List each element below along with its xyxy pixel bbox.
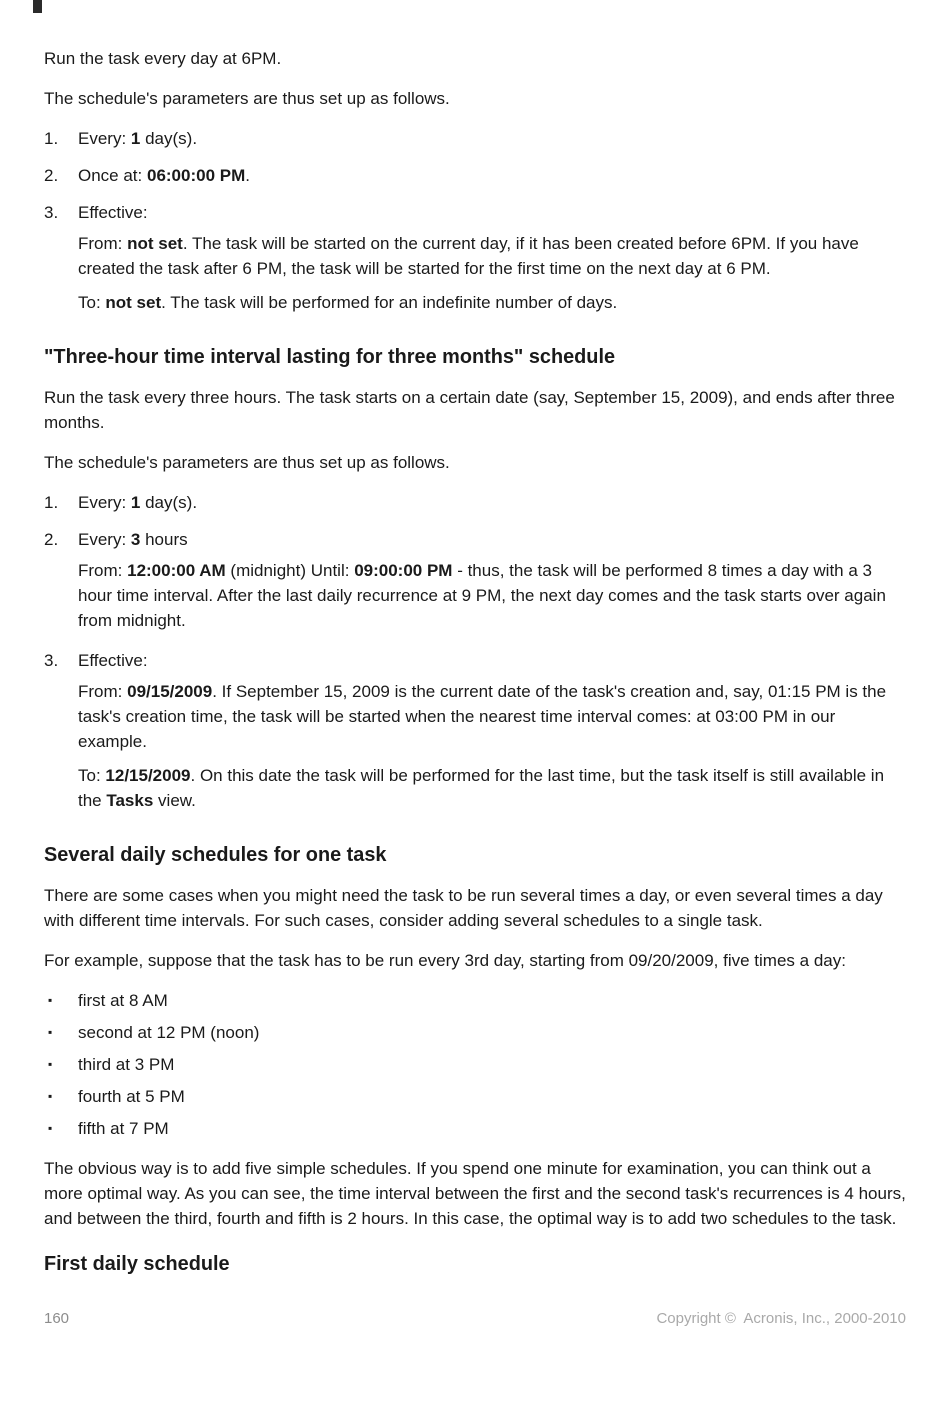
list-item-body	[78, 490, 906, 521]
text-run-bold: 12/15/2009	[105, 766, 191, 785]
paragraph-example-intro: For example, suppose that the task has to be run every 3rd day, starting from 09/20/2009, five times a day:	[44, 951, 846, 970]
bullet-square-icon: ▪	[48, 1025, 53, 1039]
bullet-item-text: first at 8 AM	[78, 991, 168, 1010]
text-run: Effective:	[78, 651, 148, 670]
text-run: day(s).	[140, 493, 198, 512]
paragraph-several-cases: There are some cases when you might need the task to be run several times a day, or even several times a day with different time intervals. For such cases, consider adding several schedules to a single task.	[44, 886, 883, 930]
text-run: From:	[78, 234, 128, 253]
list-item-body	[78, 648, 906, 822]
bullet-item-text: third at 3 PM	[78, 1055, 175, 1074]
text-run: Effective:	[78, 203, 148, 222]
list-item-body	[78, 527, 906, 642]
heading-several-daily-schedules: Several daily schedules for one task	[44, 844, 387, 866]
list-item-text	[78, 163, 906, 188]
sub-paragraph	[78, 290, 906, 315]
numbered-list-three-hour	[44, 490, 906, 822]
text-run: - thus, the task will be performed 8 times a day with a 3 hour time interval. After the last daily recurrence at 9 PM, the next day comes and the task starts over again from midnight.	[78, 561, 886, 630]
list-item-text	[78, 648, 906, 673]
paragraph-params-1: The schedule's parameters are thus set up as follows.	[44, 89, 450, 108]
text-run-bold: 09:00:00 PM	[354, 561, 453, 580]
list-item-number: 2.	[44, 530, 59, 549]
list-item-number: 3.	[44, 203, 59, 222]
text-run: . If September 15, 2009 is the current date of the task's creation and, say, 01:15 PM is the task's creation time, the task will be started when the nearest time interval comes: at 03:00 PM in our example.	[78, 682, 887, 751]
text-run: hours	[140, 530, 188, 549]
paragraph-params-2: The schedule's parameters are thus set up as follows.	[44, 453, 450, 472]
text-run: (midnight) Until:	[225, 561, 355, 580]
sub-paragraph	[78, 763, 906, 813]
text-run-bold: not set	[127, 234, 183, 253]
text-run: . On this date the task will be performed for the last time, but the task itself is still available in the	[78, 766, 885, 810]
text-run: Every:	[78, 129, 131, 148]
bullet-item	[44, 1116, 906, 1141]
heading-first-daily-schedule: First daily schedule	[44, 1253, 230, 1275]
bullet-square-icon: ▪	[48, 993, 53, 1007]
text-run: From:	[78, 561, 128, 580]
list-item-body	[78, 200, 906, 324]
list-item-text	[78, 527, 906, 552]
list-item-number: 1.	[44, 129, 59, 148]
list-item	[44, 648, 906, 822]
text-run: To:	[78, 766, 106, 785]
bullet-item-text: fifth at 7 PM	[78, 1119, 169, 1138]
paragraph-optimal-way: The obvious way is to add five simple schedules. If you spend one minute for examination, you can think out a more optimal way. As you can see, the time interval between the first and the second task's recurrences is 4 hours, and between the third, fourth and fifth is 2 hours. In this case, the optimal way is to add two schedules to the task.	[44, 1159, 906, 1228]
bullet-item	[44, 1020, 906, 1045]
list-item-body	[78, 126, 906, 157]
list-item-text	[78, 126, 906, 151]
list-item	[44, 527, 906, 642]
bullet-square-icon: ▪	[48, 1057, 53, 1071]
page-number: 160	[44, 1310, 70, 1327]
sub-paragraph	[78, 558, 906, 633]
text-run: view.	[153, 791, 196, 810]
text-run-bold: 09/15/2009	[127, 682, 213, 701]
text-run: From:	[78, 682, 128, 701]
text-run: . The task will be performed for an indefinite number of days.	[161, 293, 618, 312]
text-run-bold: 1	[130, 129, 141, 148]
text-run-bold: Tasks	[106, 791, 154, 810]
text-run: To:	[78, 293, 106, 312]
bullet-square-icon: ▪	[48, 1089, 53, 1103]
text-run: .	[245, 166, 250, 185]
text-run: day(s).	[140, 129, 198, 148]
paragraph-three-hour-intro: Run the task every three hours. The task starts on a certain date (say, September 15, 2009), and ends after three months.	[44, 388, 895, 432]
text-run-bold: 1	[130, 493, 141, 512]
text-run: . The task will be started on the current day, if it has been created before 6PM. If you have created the task after 6 PM, the task will be started for the first time on the next day at 6 PM.	[78, 234, 859, 278]
list-item	[44, 163, 906, 194]
bullet-item	[44, 1052, 906, 1077]
sub-paragraph	[78, 679, 906, 754]
text-run: Every:	[78, 530, 131, 549]
text-run-bold: 12:00:00 AM	[127, 561, 226, 580]
list-item-number: 1.	[44, 493, 59, 512]
list-item-number: 2.	[44, 166, 59, 185]
copyright-text: Copyright © Acronis, Inc., 2000-2010	[656, 1310, 906, 1327]
list-item-text	[78, 490, 906, 515]
bullet-item	[44, 1084, 906, 1109]
list-item-text	[78, 200, 906, 225]
bullet-item-text: second at 12 PM (noon)	[78, 1023, 260, 1042]
numbered-list-daily	[44, 126, 906, 324]
page-edge-artifact	[33, 0, 42, 13]
bullet-list-times	[44, 988, 906, 1141]
text-run-bold: not set	[105, 293, 162, 312]
bullet-square-icon: ▪	[48, 1121, 53, 1135]
page-content	[44, 46, 906, 1292]
paragraph-daily-intro: Run the task every day at 6PM.	[44, 49, 282, 68]
bullet-item	[44, 988, 906, 1013]
text-run: Every:	[78, 493, 131, 512]
text-run-bold: 3	[130, 530, 141, 549]
text-run-bold: 06:00:00 PM	[146, 166, 246, 185]
sub-paragraph	[78, 231, 906, 281]
list-item	[44, 126, 906, 157]
list-item-number: 3.	[44, 651, 59, 670]
page-footer	[44, 1306, 906, 1331]
list-item-body	[78, 163, 906, 194]
list-item	[44, 490, 906, 521]
heading-three-hour-schedule: "Three-hour time interval lasting for three months" schedule	[44, 346, 616, 368]
list-item	[44, 200, 906, 324]
bullet-item-text: fourth at 5 PM	[78, 1087, 185, 1106]
text-run: Once at:	[78, 166, 147, 185]
